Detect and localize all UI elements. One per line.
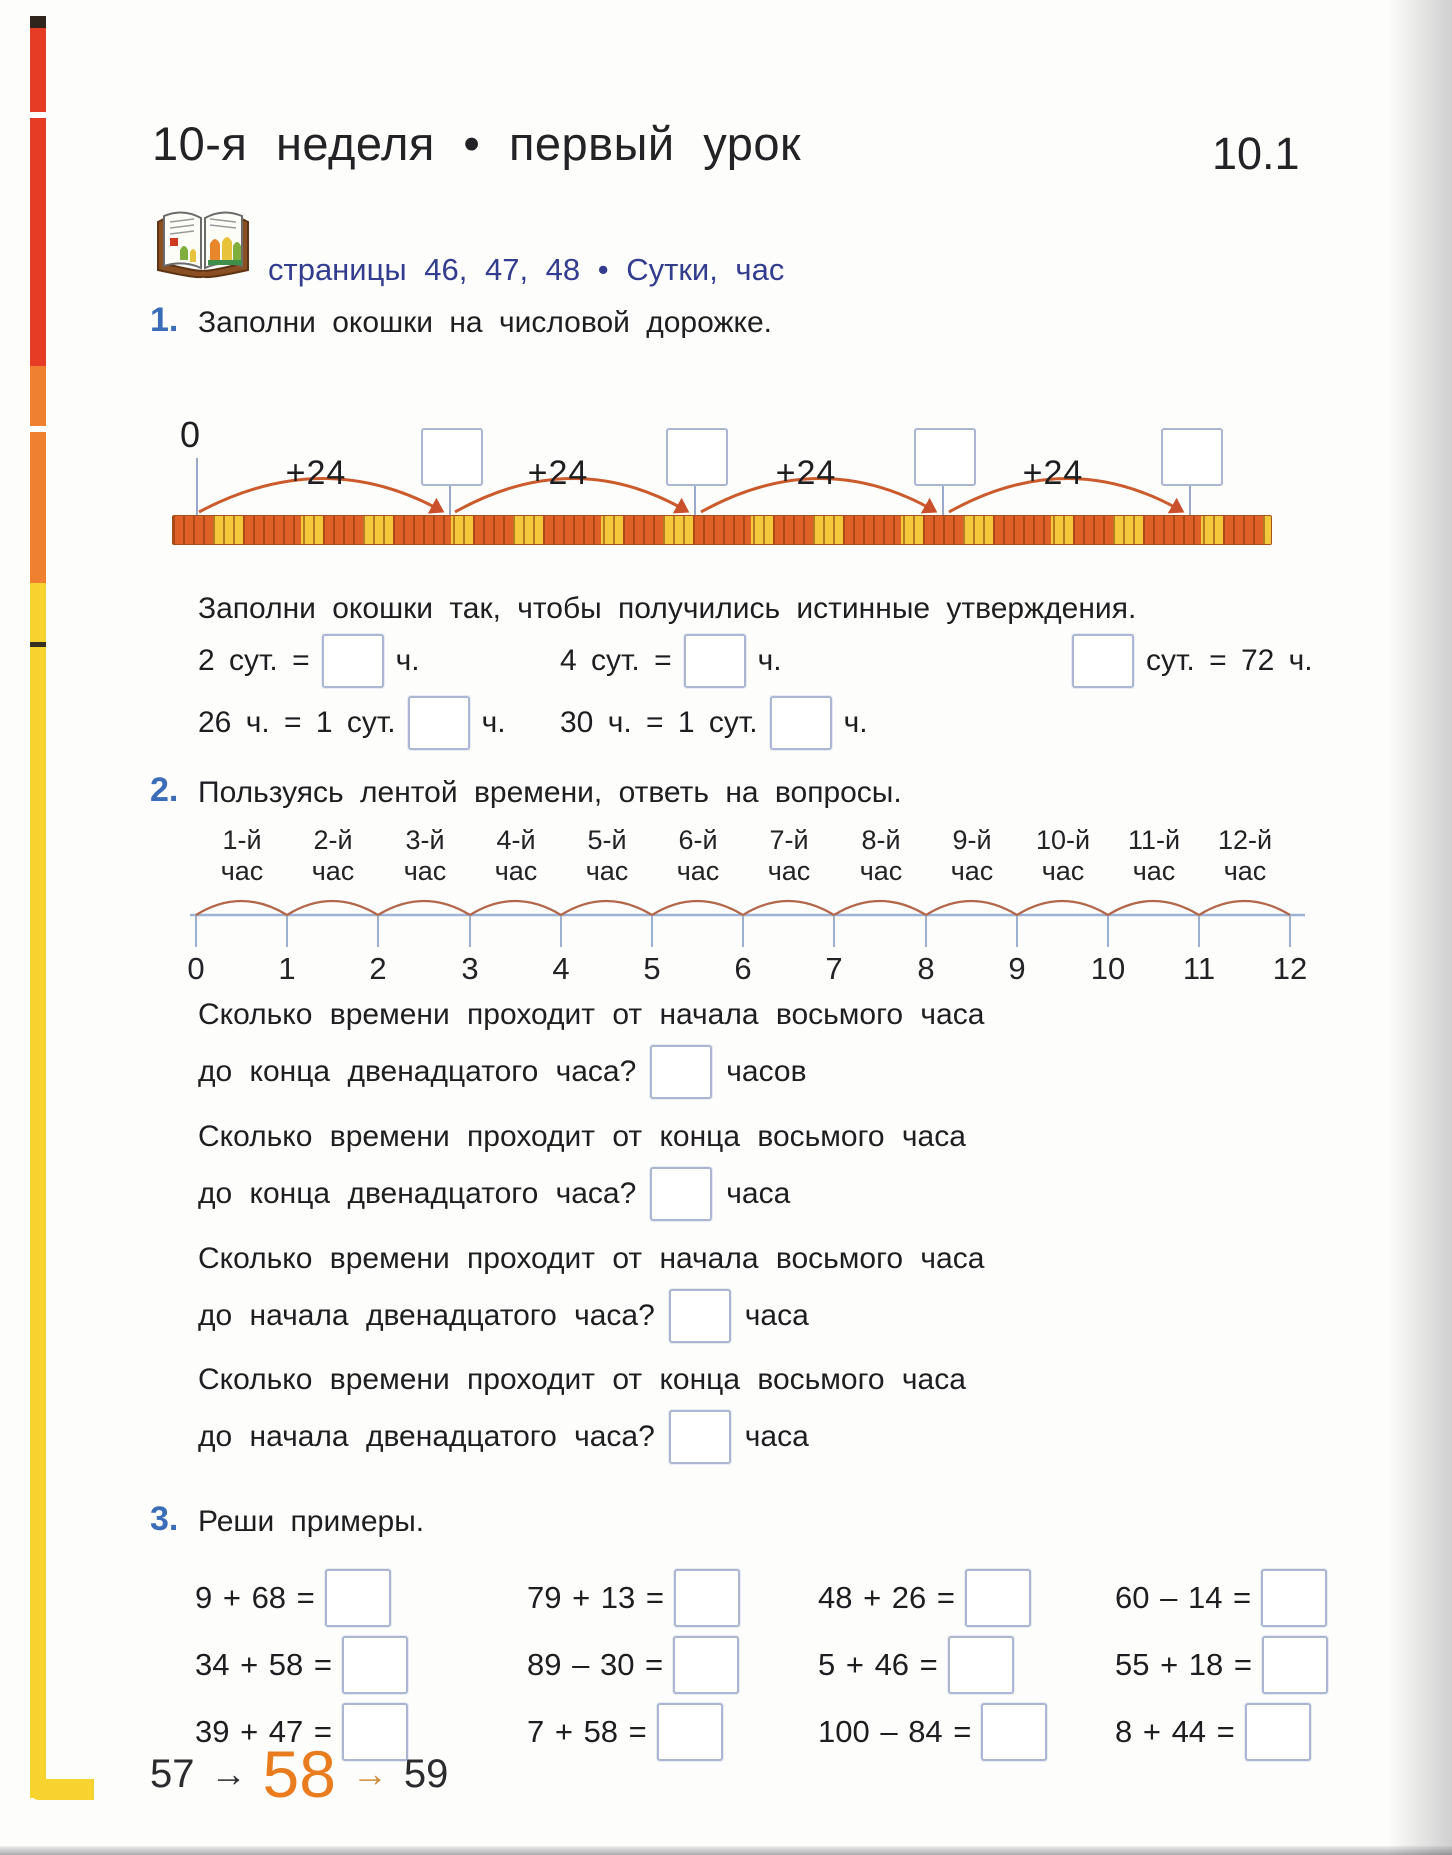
tick-label: 8 bbox=[917, 951, 935, 986]
prev-page-number: 57 bbox=[150, 1751, 195, 1796]
statement bbox=[1072, 632, 1313, 690]
arrow-right-icon: → bbox=[351, 1753, 388, 1794]
statement-pre: 26 ч. = 1 сут. bbox=[198, 706, 396, 739]
statement-post: ч. bbox=[395, 644, 420, 677]
example: 79 + 13 = bbox=[527, 1570, 740, 1626]
statement-post: ч. bbox=[843, 706, 868, 739]
hour-label: 4-й час bbox=[494, 825, 538, 886]
question-4: Сколько времени проходит от конца восьмого часа до начала двенадцатого часа? часа bbox=[198, 1363, 1098, 1465]
hour-label: 8-й час bbox=[859, 825, 903, 886]
examples-column-4 bbox=[1115, 1570, 1328, 1760]
answer-box[interactable] bbox=[657, 1703, 723, 1761]
example: 55 + 18 = bbox=[1115, 1637, 1328, 1693]
current-page-number: 58 bbox=[262, 1737, 336, 1811]
number-track-strip bbox=[172, 515, 1272, 545]
answer-box[interactable] bbox=[669, 1289, 731, 1343]
examples-column-2 bbox=[527, 1570, 740, 1760]
scan-bottom-shadow bbox=[0, 1846, 1452, 1855]
example: 60 – 14 = bbox=[1115, 1570, 1328, 1626]
question-1: Сколько времени проходит от начала восьмого часа до конца двенадцатого часа? часов bbox=[198, 998, 1098, 1100]
answer-box[interactable] bbox=[684, 634, 746, 688]
hour-label: 10-й час bbox=[1035, 825, 1091, 886]
example: 100 – 84 = bbox=[818, 1704, 1047, 1760]
example: 5 + 46 = bbox=[818, 1637, 1047, 1693]
answer-box[interactable] bbox=[1161, 428, 1223, 486]
answer-box[interactable] bbox=[1072, 634, 1134, 688]
statement-post: ч. bbox=[481, 706, 506, 739]
statement bbox=[560, 632, 782, 690]
track-step-label: +24 bbox=[527, 454, 589, 492]
open-book-icon bbox=[150, 204, 256, 282]
task2-instruction: Пользуясь лентой времени, ответь на вопросы. bbox=[198, 776, 902, 809]
track-step-label: +24 bbox=[775, 454, 837, 492]
hour-label: 7-й час bbox=[767, 825, 811, 886]
tick-label: 5 bbox=[643, 951, 661, 986]
statement-post: сут. = 72 ч. bbox=[1146, 644, 1313, 677]
tick-label: 11 bbox=[1182, 951, 1216, 986]
answer-box[interactable] bbox=[650, 1045, 712, 1099]
example: 34 + 58 = bbox=[195, 1637, 408, 1693]
tick-label: 0 bbox=[187, 951, 205, 986]
tick-label: 4 bbox=[552, 951, 570, 986]
task2-number: 2. bbox=[150, 771, 179, 809]
statement-pre: 30 ч. = 1 сут. bbox=[560, 706, 758, 739]
arrow-right-icon: → bbox=[210, 1753, 247, 1794]
edge-bar-foot bbox=[30, 1779, 94, 1800]
page-title: 10-я неделя • первый урок bbox=[152, 117, 802, 170]
answer-box[interactable] bbox=[948, 1636, 1014, 1694]
tick-label: 6 bbox=[734, 951, 752, 986]
answer-box[interactable] bbox=[342, 1636, 408, 1694]
track-origin-label: 0 bbox=[180, 414, 201, 455]
track-step-label: +24 bbox=[1022, 454, 1084, 492]
tick-label: 2 bbox=[369, 951, 387, 986]
statement bbox=[198, 694, 506, 752]
reference-line: страницы 46, 47, 48 • Сутки, час bbox=[268, 252, 785, 287]
answer-box[interactable] bbox=[1261, 1569, 1327, 1627]
task1-statements-instruction: Заполни окошки так, чтобы получились истинные утверждения. bbox=[198, 592, 1137, 625]
edge-bar-gap bbox=[30, 112, 46, 118]
tick-label: 3 bbox=[461, 951, 479, 986]
hour-label: 2-й час bbox=[311, 825, 355, 886]
example: 7 + 58 = bbox=[527, 1704, 740, 1760]
hour-label: 5-й час bbox=[585, 825, 629, 886]
answer-box[interactable] bbox=[650, 1167, 712, 1221]
example: 89 – 30 = bbox=[527, 1637, 740, 1693]
task1-number: 1. bbox=[150, 301, 179, 339]
example: 39 + 47 = bbox=[195, 1704, 408, 1760]
answer-box[interactable] bbox=[674, 1569, 740, 1627]
tick-label: 9 bbox=[1008, 951, 1026, 986]
answer-box[interactable] bbox=[669, 1410, 731, 1464]
next-page-number: 59 bbox=[403, 1751, 449, 1796]
hour-label: 9-й час bbox=[950, 825, 994, 886]
question-2: Сколько времени проходит от конца восьмого часа до конца двенадцатого часа? часа bbox=[198, 1120, 1098, 1222]
example: 9 + 68 = bbox=[195, 1570, 408, 1626]
statement bbox=[560, 694, 868, 752]
answer-box[interactable] bbox=[981, 1703, 1047, 1761]
page-navigation bbox=[150, 1736, 448, 1812]
hour-label: 11-й час bbox=[1127, 825, 1181, 886]
hour-label: 1-й час bbox=[220, 825, 264, 886]
statement-pre: 4 сут. = bbox=[560, 644, 672, 677]
answer-box[interactable] bbox=[770, 696, 832, 750]
answer-box[interactable] bbox=[914, 428, 976, 486]
time-ribbon-figure bbox=[0, 825, 1452, 1000]
answer-box[interactable] bbox=[1262, 1636, 1328, 1694]
statement bbox=[198, 632, 420, 690]
answer-box[interactable] bbox=[421, 428, 483, 486]
tick-label: 10 bbox=[1090, 951, 1126, 986]
answer-box[interactable] bbox=[666, 428, 728, 486]
edge-bar-yellow bbox=[30, 583, 46, 1798]
task3-instruction: Реши примеры. bbox=[198, 1505, 425, 1538]
tick-label: 7 bbox=[825, 951, 843, 986]
answer-box[interactable] bbox=[408, 696, 470, 750]
question-3: Сколько времени проходит от начала восьмого часа до начала двенадцатого часа? часа bbox=[198, 1242, 1098, 1344]
edge-bar-tip bbox=[30, 16, 46, 28]
statement-pre: 2 сут. = bbox=[198, 644, 310, 677]
answer-box[interactable] bbox=[322, 634, 384, 688]
examples-column-1 bbox=[195, 1570, 408, 1760]
tick-label: 1 bbox=[278, 951, 296, 986]
edge-bar-dark-line bbox=[30, 642, 46, 647]
example: 8 + 44 = bbox=[1115, 1704, 1328, 1760]
example: 48 + 26 = bbox=[818, 1570, 1047, 1626]
statement-post: ч. bbox=[757, 644, 782, 677]
answer-box[interactable] bbox=[1245, 1703, 1311, 1761]
answer-box[interactable] bbox=[965, 1569, 1031, 1627]
track-step-label: +24 bbox=[285, 454, 347, 492]
examples-column-3 bbox=[818, 1570, 1047, 1760]
task1-instruction: Заполни окошки на числовой дорожке. bbox=[198, 306, 773, 339]
hour-label: 12-й час bbox=[1217, 825, 1273, 886]
edge-bar-red bbox=[30, 28, 46, 366]
lesson-code: 10.1 bbox=[1212, 128, 1300, 179]
hour-label: 6-й час bbox=[676, 825, 720, 886]
answer-box[interactable] bbox=[325, 1569, 391, 1627]
tick-label: 12 bbox=[1272, 951, 1308, 986]
task3-number: 3. bbox=[150, 1500, 179, 1538]
answer-box[interactable] bbox=[673, 1636, 739, 1694]
hour-label: 3-й час bbox=[403, 825, 447, 886]
number-track-figure bbox=[0, 412, 1452, 562]
